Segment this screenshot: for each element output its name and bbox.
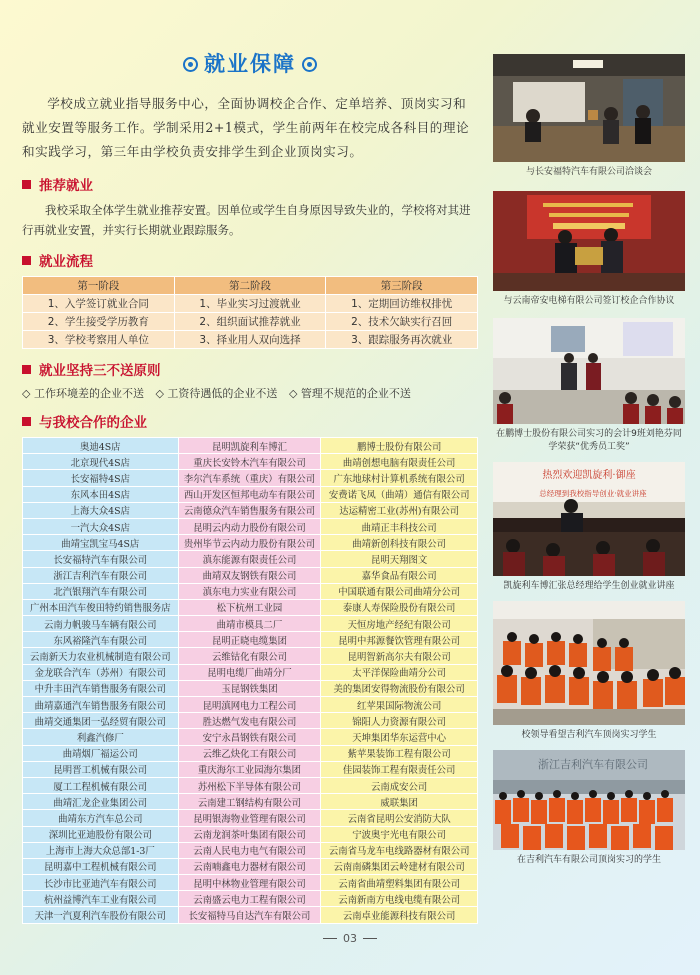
partner-row (23, 648, 478, 664)
partner-cell: 云南德众汽车销售服务有限公司 (178, 502, 321, 518)
partner-cell: 曲靖交通集团一弘经贸有限公司 (23, 713, 179, 729)
flow-cell: 2、学生接受学历教育 (23, 313, 175, 331)
partner-cell: 曲靖新创科技有限公司 (321, 535, 478, 551)
partner-row (23, 794, 478, 810)
partner-cell: 云南力帆骏马车辆有限公司 (23, 616, 179, 632)
partner-cell: 昆明天翔图文 (321, 551, 478, 567)
partner-row (23, 875, 478, 891)
partner-row (23, 891, 478, 907)
partner-cell: 苏州松下半导体有限公司 (178, 777, 321, 793)
partner-cell: 昆明凯旋利车博汇 (178, 438, 321, 454)
partner-cell: 上海大众4S店 (23, 502, 179, 518)
partner-cell: 鹏博士股份有限公司 (321, 438, 478, 454)
section-heading-principles (22, 359, 478, 379)
partner-cell: 云南新天力农业机械制造有限公司 (23, 648, 179, 664)
partner-row (23, 518, 478, 534)
partner-cell: 长安福特4S店 (23, 470, 179, 486)
partner-row (23, 551, 478, 567)
partner-cell: 安宁永昌钢铁有限公司 (178, 729, 321, 745)
partner-cell: 奥迪4S店 (23, 438, 179, 454)
partner-cell: 云南南磷集团云岭建材有限公司 (321, 858, 478, 874)
intro-paragraph: 学校成立就业指导服务中心，全面协调校企合作、定单培养、顶岗实习和就业安置等服务工作。学制采用2+1模式，学生前两年在校完成各科目的理论和实践学习，第三年由学校负责安排学生到企业顶岗实习。 (22, 96, 470, 159)
partner-cell: 曲靖汇龙企业集团公司 (23, 794, 179, 810)
divider (363, 938, 377, 939)
partner-row (23, 567, 478, 583)
section-heading-text: 推荐就业 (39, 178, 93, 194)
partner-row (23, 583, 478, 599)
photo-geely-students (493, 750, 685, 850)
page-title (22, 48, 478, 78)
square-bullet-icon (22, 365, 31, 374)
partner-cell: 曲靖嘉通汽车销售服务有限公司 (23, 697, 179, 713)
section-heading-recommend (22, 174, 478, 194)
flow-row (23, 295, 478, 313)
partner-cell: 东风本田4S店 (23, 486, 179, 502)
partner-cell: 云南新南方电线电缆有限公司 (321, 891, 478, 907)
photo-signing-elevator (493, 191, 685, 291)
partner-cell: 佳园装饰工程有限责任公司 (321, 761, 478, 777)
partner-cell: 曲靖东方汽车总公司 (23, 810, 179, 826)
flow-cell: 1、毕业实习过渡就业 (174, 295, 326, 313)
partner-row (23, 438, 478, 454)
partner-cell: 金龙联合汽车（苏州）有限公司 (23, 664, 179, 680)
flow-cell: 1、定期回访维权排忧 (326, 295, 478, 313)
partner-cell: 曲靖市模具二厂 (178, 616, 321, 632)
page-title-text: 就业保障 (204, 52, 296, 76)
photo-meeting-changan (493, 54, 685, 162)
partner-cell: 玉昆钢铁集团 (178, 680, 321, 696)
partner-cell: 贵州毕节云内动力股份有限公司 (178, 535, 321, 551)
partner-cell: 嘉华食品有限公司 (321, 567, 478, 583)
partner-row (23, 761, 478, 777)
section-heading-flow (22, 250, 478, 270)
partner-row (23, 680, 478, 696)
partner-cell: 北汽银翔汽车有限公司 (23, 583, 179, 599)
photo-caption: 凯旋利车博汇张总经理给学生创业就业讲座 (503, 581, 675, 591)
page-number-text: 03 (343, 932, 357, 945)
partner-cell: 上海市上海大众总部1-3厂 (23, 842, 179, 858)
partner-cell: 泰康人寿保险股份有限公司 (321, 599, 478, 615)
recommend-paragraph: 我校采取全体学生就业推荐安置。因单位或学生自身原因导致失业的，学校将对其进行再就业安置，并实行长期就业跟踪服务。 (22, 203, 471, 237)
divider (323, 938, 337, 939)
photo-award-image (493, 318, 685, 424)
partner-cell: 云维钴化有限公司 (178, 648, 321, 664)
photo-lecture (493, 462, 685, 576)
flow-row (23, 331, 478, 349)
partner-cell: 中升丰田汽车销售服务有限公司 (23, 680, 179, 696)
partner-cell: 昆明嘉中工程机械有限公司 (23, 858, 179, 874)
partner-cell: 长安福特马自达汽车有限公司 (178, 907, 321, 923)
partner-cell: 云南省曲靖塑料集团有限公司 (321, 875, 478, 891)
partner-cell: 北京现代4S店 (23, 454, 179, 470)
photo-caption: 与长安福特汽车有限公司洽谈会 (525, 167, 652, 177)
partner-cell: 李尔汽车系统（重庆）有限公司 (178, 470, 321, 486)
photo-caption: 与云南帝安电梯有限公司签订校企合作协议 (503, 296, 675, 306)
partner-cell: 广东地球村计算机系统有限公司 (321, 470, 478, 486)
partner-cell: 昆明滇网电力工程公司 (178, 697, 321, 713)
partner-cell: 锦阳人力资源有限公司 (321, 713, 478, 729)
photo-meeting-changan-image (493, 54, 685, 162)
partner-cell: 云南喃鑫电力器材有限公司 (178, 858, 321, 874)
photo-visit-geely-image (493, 601, 685, 725)
partner-row (23, 729, 478, 745)
partner-cell: 厦工工程机械有限公司 (23, 777, 179, 793)
partner-cell: 长安福特汽车有限公司 (23, 551, 179, 567)
partner-cell: 滇东电力实业有限公司 (178, 583, 321, 599)
partner-cell: 云维乙炔化工有限公司 (178, 745, 321, 761)
flow-cell: 3、跟踪服务再次就业 (326, 331, 478, 349)
partner-cell: 云南省马龙车电线路器材有限公司 (321, 842, 478, 858)
square-bullet-icon (22, 417, 31, 426)
photo-lecture-image (493, 462, 685, 576)
partner-cell: 昆明晋工机械有限公司 (23, 761, 179, 777)
partner-cell: 曲靖双友钢铁有限公司 (178, 567, 321, 583)
partner-cell: 云南盛云电力工程有限公司 (178, 891, 321, 907)
partner-cell: 昆明中林物业管理有限公司 (178, 875, 321, 891)
partner-cell: 松下杭州工业园 (178, 599, 321, 615)
flow-header-cell: 第三阶段 (326, 277, 478, 295)
partner-cell: 云南省昆明公安消防大队 (321, 810, 478, 826)
partner-cell: 重庆海尔工业园海尔集团 (178, 761, 321, 777)
partner-cell: 红苹果国际物流公司 (321, 697, 478, 713)
partner-cell: 安费诺飞凤（曲靖）通信有限公司 (321, 486, 478, 502)
section-heading-partners (22, 411, 478, 431)
partner-cell: 天坤集团华东运营中心 (321, 729, 478, 745)
partner-row (23, 454, 478, 470)
partner-cell: 重庆长安铃木汽车有限公司 (178, 454, 321, 470)
partner-cell: 昆明银海物业管理有限公司 (178, 810, 321, 826)
partner-cell: 西山开发区恒邦电动车有限公司 (178, 486, 321, 502)
partner-row (23, 713, 478, 729)
partner-row (23, 616, 478, 632)
flow-header-cell: 第一阶段 (23, 277, 175, 295)
partner-cell: 威联集团 (321, 794, 478, 810)
partner-cell: 云南卓业能源科技有限公司 (321, 907, 478, 923)
principle-item: ◇ 工作环境差的企业不送 (22, 387, 144, 400)
partner-row (23, 697, 478, 713)
photo-visit-geely (493, 601, 685, 725)
partner-row (23, 502, 478, 518)
partner-row (23, 664, 478, 680)
banner-text: 总经理到我校指导创业·就业讲座 (539, 489, 647, 498)
main-column (22, 48, 478, 924)
partner-cell: 曲靖创想电脑有限责任公司 (321, 454, 478, 470)
square-bullet-icon (22, 256, 31, 265)
partner-row (23, 745, 478, 761)
section-heading-text: 就业流程 (39, 254, 93, 270)
partner-cell: 昆明正晓电缆集团 (178, 632, 321, 648)
partner-cell: 东风裕隆汽车有限公司 (23, 632, 179, 648)
partner-row (23, 632, 478, 648)
building-sign-text: 浙江吉利汽车有限公司 (538, 758, 648, 771)
partner-cell: 曲靖烟厂福运公司 (23, 745, 179, 761)
partner-row (23, 907, 478, 923)
partner-cell: 深圳比亚迪股份有限公司 (23, 826, 179, 842)
flow-cell: 2、组织面试推荐就业 (174, 313, 326, 331)
photo-caption: 在吉利汽车有限公司顶岗实习的学生 (516, 855, 661, 865)
partner-cell: 杭州益博汽车工业有限公司 (23, 891, 179, 907)
section-heading-text: 就业坚持三不送原则 (39, 363, 161, 379)
square-bullet-icon (22, 180, 31, 189)
flow-cell: 3、学校考察用人单位 (23, 331, 175, 349)
partner-cell: 利鑫汽修厂 (23, 729, 179, 745)
partner-cell: 昆明智新高尔夫有限公司 (321, 648, 478, 664)
partner-row (23, 535, 478, 551)
partner-cell: 胜达燃气发电有限公司 (178, 713, 321, 729)
partner-row (23, 599, 478, 615)
photo-column (493, 54, 685, 867)
partner-cell: 昆明电缆厂曲靖分厂 (178, 664, 321, 680)
partner-cell: 云南成安公司 (321, 777, 478, 793)
partner-row (23, 826, 478, 842)
partner-cell: 昆明云内动力股份有限公司 (178, 518, 321, 534)
partner-cell: 达运精密工业(苏州)有限公司 (321, 502, 478, 518)
principle-item: ◇ 管理不规范的企业不送 (288, 387, 411, 400)
partner-row (23, 810, 478, 826)
banner-text: 热烈欢迎凯旋利·御座 (542, 470, 636, 481)
partner-cell: 一汽大众4S店 (23, 518, 179, 534)
partner-cell: 广州本田汽车俊田特约销售服务店 (23, 599, 179, 615)
partner-row (23, 858, 478, 874)
partners-table (22, 437, 478, 924)
partner-cell: 中国联通有限公司曲靖分公司 (321, 583, 478, 599)
partner-row (23, 842, 478, 858)
partner-row (23, 486, 478, 502)
partner-cell: 云南龙润茶叶集团有限公司 (178, 826, 321, 842)
circle-dot-icon (302, 57, 317, 72)
flow-header-cell: 第二阶段 (174, 277, 326, 295)
page-number (0, 932, 700, 945)
partner-cell: 云南建工钢结构有限公司 (178, 794, 321, 810)
principles-list (22, 385, 478, 401)
partner-cell: 长沙市比亚迪汽车有限公司 (23, 875, 179, 891)
section-heading-text: 与我校合作的企业 (39, 415, 147, 431)
partner-cell: 美的集团安得物流股份有限公司 (321, 680, 478, 696)
photo-caption: 在鹏博士股份有限公司实习的会计9班刘艳芬同学荣获“优秀员工奖” (496, 429, 682, 452)
partner-cell: 滇东能源有限责任公司 (178, 551, 321, 567)
partner-cell: 宁波奥宇光电有限公司 (321, 826, 478, 842)
partner-cell: 昆明中邦源餐饮管理有限公司 (321, 632, 478, 648)
photo-geely-students-image (493, 750, 685, 850)
flow-cell: 1、入学签订就业合同 (23, 295, 175, 313)
principle-item: ◇ 工资待遇低的企业不送 (155, 387, 278, 400)
photo-caption: 校领导看望吉利汽车顶岗实习学生 (521, 730, 657, 740)
flow-table (22, 276, 478, 349)
partner-cell: 太平洋保险曲靖分公司 (321, 664, 478, 680)
partner-row (23, 470, 478, 486)
partner-row (23, 777, 478, 793)
flow-cell: 3、择业用人双向选择 (174, 331, 326, 349)
partner-cell: 曲靖宝凯宝马4S店 (23, 535, 179, 551)
partner-cell: 天恒房地产经纪有限公司 (321, 616, 478, 632)
partner-cell: 天津一汽夏利汽车股份有限公司 (23, 907, 179, 923)
flow-row (23, 313, 478, 331)
partner-cell: 浙江吉利汽车有限公司 (23, 567, 179, 583)
photo-award (493, 318, 685, 424)
partner-cell: 紫苹果装饰工程有限公司 (321, 745, 478, 761)
partner-cell: 曲靖正丰科技公司 (321, 518, 478, 534)
photo-signing-elevator-image (493, 191, 685, 291)
flow-cell: 2、技术欠缺实行召回 (326, 313, 478, 331)
partner-cell: 云南人民电力电气有限公司 (178, 842, 321, 858)
circle-dot-icon (183, 57, 198, 72)
